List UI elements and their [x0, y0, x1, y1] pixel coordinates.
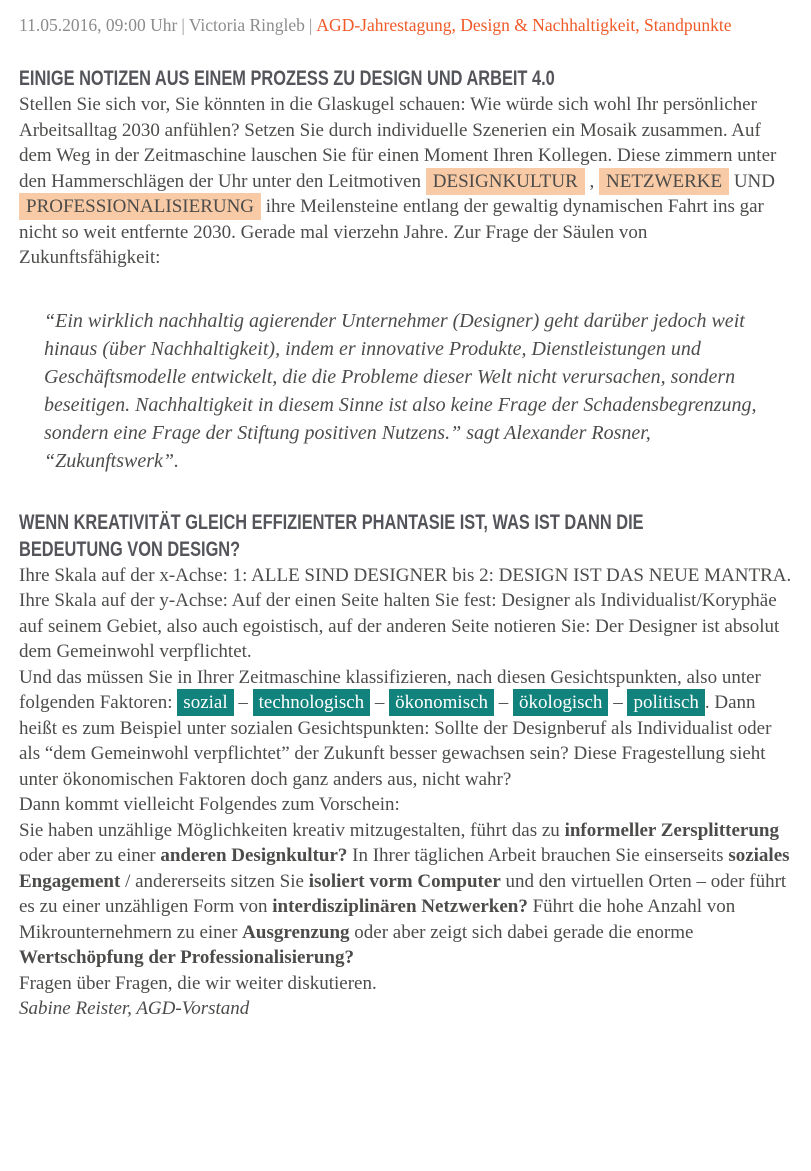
bold-text: isoliert vorm Computer: [308, 870, 501, 892]
text-run: In Ihrer täglichen Arbeit brauchen Sie einserseits: [347, 845, 729, 866]
x-axis-paragraph: Ihre Skala auf der x-Achse: 1: ALLE SIND DESIGNER bis 2: DESIGN IST DAS NEUE MANTRA.: [19, 564, 792, 586]
text-run: UND: [729, 170, 775, 192]
post-author: Victoria Ringleb: [188, 15, 305, 35]
meta-separator: |: [181, 15, 185, 35]
text-run: Stellen Sie sich vor, Sie könnten in die Glaskugel schauen: Wie würde sich wohl Ihr persönlicher Arbeitsalltag 2030 anfühlen? Setzen Sie durch individuelle Szenerien ein Mosaik zusammen. Auf dem Weg in der Zeitmaschine lauschen Sie für einen Moment Ihren Kollegen. Diese zimmern unter den Hammerschlägen der Uhr unter den Leitmotiven: [19, 94, 777, 192]
text-run: Und das müssen Sie in Ihrer Zeitmaschine klassifizieren, nach diesen Gesichtspunkten, also unter folgenden Faktoren:: [19, 666, 761, 713]
meta-separator: |: [308, 15, 313, 35]
section-title: WENN KREATIVITÄT GLEICH EFFIZIENTER PHANTASIE IST, WAS IST DANN DIE BEDEUTUNG VON DESIGN?: [19, 510, 644, 561]
post-date: 11.05.2016, 09:00 Uhr: [19, 15, 178, 35]
category-link[interactable]: Design & Nachhaltigkeit: [460, 15, 636, 35]
teal-highlight: ökonomisch: [389, 689, 494, 716]
bold-text: Wertschöpfung der Professionalisierung?: [19, 947, 354, 968]
post-meta: [19, 14, 793, 36]
category-link[interactable]: AGD-Jahrestagung: [316, 15, 452, 35]
bold-text: interdisziplinären Netzwerken?: [272, 896, 528, 917]
post-categories: AGD-Jahrestagung, Design & Nachhaltigkeit, Standpunkte: [316, 15, 732, 35]
text-run: –: [608, 692, 628, 713]
text-run: –: [233, 692, 253, 713]
closing-paragraph: Fragen über Fragen, die wir weiter diskutieren.: [19, 972, 377, 994]
article-title: EINIGE NOTIZEN AUS EINEM PROZESS ZU DESIGN UND ARBEIT 4.0: [19, 67, 555, 90]
bold-text: soziales Engagement: [19, 845, 790, 892]
text-run: Dann kommt vielleicht Folgendes zum Vorschein:: [19, 794, 400, 815]
text-run: ihre Meilensteine entlang der gewaltig dynamischen Fahrt ins gar nicht so weit entfernte 2030. Gerade mal vierzehn Jahre. Zur Frage der Säulen von Zukunftsfähigkeit:: [19, 196, 764, 268]
signature: Sabine Reister, AGD-Vorstand: [19, 998, 250, 1019]
factors-paragraph: [19, 665, 793, 793]
questions-paragraph: [19, 792, 793, 971]
text-run: / andererseits sitzen Sie: [120, 870, 309, 892]
peach-highlight: PROFESSIONALISIERUNG: [19, 193, 261, 220]
text-run: oder aber zeigt sich dabei gerade die enorme: [349, 921, 694, 943]
y-axis-paragraph: Ihre Skala auf der y-Achse: Auf der einen Seite halten Sie fest: Designer als Individualist/Koryphäe auf seinem Gebiet, also auch egoistisch, auf der anderen Seite notieren Sie: Der Designer ist absolut dem Gemeinwohl verpflichtet.: [19, 590, 780, 662]
bold-text: anderen Designkultur?: [160, 845, 348, 866]
text-run: –: [494, 692, 514, 713]
teal-highlight: technologisch: [253, 689, 371, 716]
teal-highlight: sozial: [177, 689, 233, 716]
peach-highlight: NETZWERKE: [599, 168, 729, 195]
bold-text: Ausgrenzung: [242, 921, 350, 943]
text-run: ,: [584, 170, 599, 192]
text-run: . Dann heißt es zum Beispiel unter sozialen Gesichtspunkten: Sollte der Designberuf als Individualist oder als “dem Gemeinwohl verpflichtet” der Zukunft besser gewachsen sein? Diese Fragestellung sieht unter ökonomischen Faktoren doch ganz anders aus, nicht wahr?: [19, 692, 772, 790]
text-run: und den virtuellen Orten – oder führt es zu einer unzähligen Form von: [19, 870, 787, 917]
category-link[interactable]: Standpunkte: [644, 15, 732, 35]
teal-highlight: politisch: [627, 689, 704, 716]
text-run: Führt die hohe Anzahl von Mikrounternehmern zu einer: [19, 896, 736, 943]
quote-block: “Ein wirklich nachhaltig agierender Unternehmer (Designer) geht darüber jedoch weit hinaus (über Nachhaltigkeit), indem er innovative Produkte, Dienstleistungen und Geschäftsmodelle entwickelt, die die Probleme dieser Welt nicht verursachen, sondern beseitigen. Nachhaltigkeit in diesem Sinne ist also keine Frage der Schadensbegrenzung, sondern eine Frage der Stiftung positiven Nutzens.” sagt Alexander Rosner, “Zukunftswerk”.: [44, 309, 757, 472]
bold-text: informeller Zersplitterung: [564, 819, 779, 841]
text-run: Sie haben unzählige Möglichkeiten kreativ mitzugestalten, führt das zu: [19, 819, 565, 841]
text-run: oder aber zu einer: [19, 845, 161, 866]
teal-highlight: ökologisch: [513, 689, 608, 716]
intro-paragraph: [19, 92, 793, 271]
peach-highlight: DESIGNKULTUR: [426, 168, 585, 195]
text-run: –: [370, 692, 390, 713]
